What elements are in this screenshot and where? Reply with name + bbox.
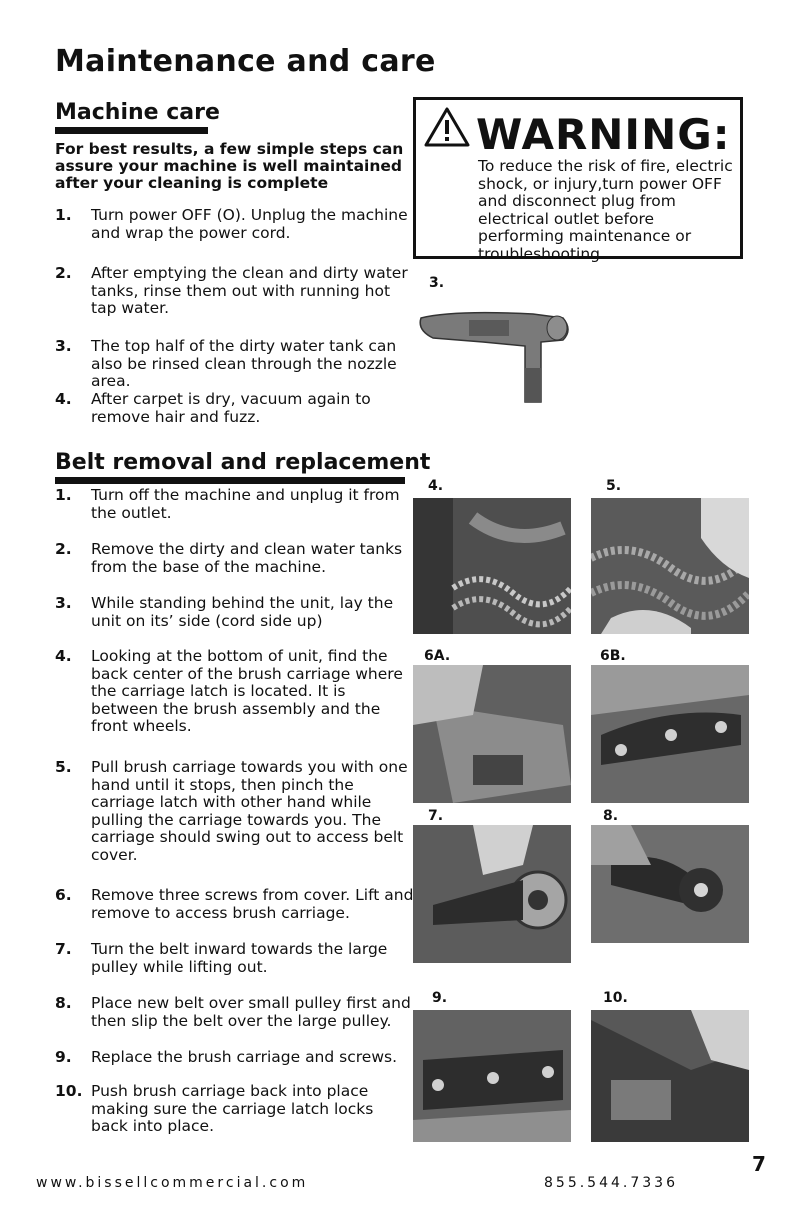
intro-text: For best results, a few simple steps can assure your machine is well maintained after your cleaning is complete (55, 140, 404, 192)
step-text: Turn off the machine and unplug it from the outlet. (91, 486, 400, 522)
photo-latch-lock (591, 1010, 749, 1142)
list-item (55, 1049, 415, 1067)
figure-label: 7. (428, 808, 444, 824)
photo-remove-belt (413, 825, 571, 963)
step-number: 2. (55, 264, 72, 282)
step-number: 9. (55, 1048, 72, 1066)
belt-heading: Belt removal and replacement (55, 450, 431, 475)
list-item (55, 487, 415, 522)
figure-label: 8. (603, 808, 619, 824)
list-item (55, 1083, 415, 1136)
step-number: 1. (55, 486, 72, 504)
step-number: 5. (55, 758, 72, 776)
step-text: After emptying the clean and dirty water tanks, rinse them out with running hot tap water. (91, 264, 408, 317)
photo-replace-carriage (413, 1010, 571, 1142)
photo-brush-roll (413, 498, 571, 634)
list-item (55, 338, 415, 391)
footer-phone: 855.544.7336 (544, 1175, 678, 1191)
list-item (55, 941, 415, 976)
photo-hands-brush (591, 498, 749, 634)
step-text: Replace the brush carriage and screws. (91, 1048, 397, 1066)
photo-carriage-latch (413, 665, 571, 803)
tank-illustration (413, 310, 573, 414)
step-number: 4. (55, 647, 72, 665)
list-item (55, 207, 415, 242)
warning-triangle-icon (424, 107, 470, 151)
heading-rule (55, 127, 208, 134)
step-number: 1. (55, 206, 72, 224)
step-number: 3. (55, 337, 72, 355)
step-text: Turn power OFF (O). Unplug the machine and wrap the power cord. (91, 206, 408, 242)
step-text: Remove three screws from cover. Lift and remove to access brush carriage. (91, 886, 414, 922)
step-number: 4. (55, 390, 72, 408)
figure-label: 5. (606, 478, 622, 494)
list-item (55, 887, 415, 922)
list-item (55, 265, 415, 318)
warning-text: To reduce the risk of fire, electric shock, or injury,turn power OFF and disconnect plug from electrical outlet before performing maintenance or troubleshooting. (478, 157, 733, 263)
figure-label: 6B. (600, 648, 626, 664)
step-text: After carpet is dry, vacuum again to remove hair and fuzz. (91, 390, 371, 426)
step-number: 2. (55, 540, 72, 558)
machine-care-heading: Machine care (55, 100, 220, 125)
step-number: 7. (55, 940, 72, 958)
list-item (55, 391, 415, 426)
step-text: Pull brush carriage towards you with one hand until it stops, then pinch the carriage latch with other hand while pulling the carriage towards you. The carriage should swing out to access belt cover. (91, 758, 408, 864)
step-text: Turn the belt inward towards the large pulley while lifting out. (91, 940, 388, 976)
figure-label: 10. (603, 990, 628, 1006)
figure-label: 3. (429, 275, 445, 291)
step-text: The top half of the dirty water tank can also be rinsed clean through the nozzle area. (91, 337, 397, 390)
list-item (55, 759, 415, 864)
figure-label: 9. (432, 990, 448, 1006)
figure-label: 6A. (424, 648, 451, 664)
list-item (55, 541, 415, 576)
photo-pulley-belt (591, 825, 749, 943)
warning-title: WARNING: (476, 110, 731, 159)
list-item (55, 648, 415, 736)
page-title: Maintenance and care (55, 44, 436, 79)
step-text: Place new belt over small pulley first and then slip the belt over the large pulley. (91, 994, 411, 1030)
step-text: Remove the dirty and clean water tanks from the base of the machine. (91, 540, 403, 576)
page-number: 7 (752, 1152, 766, 1176)
heading-rule (55, 477, 405, 484)
step-text: While standing behind the unit, lay the unit on its’ side (cord side up) (91, 594, 394, 630)
step-text: Push brush carriage back into place making sure the carriage latch locks back into place. (91, 1082, 374, 1135)
footer-url[interactable]: www.bissellcommercial.com (36, 1175, 309, 1191)
step-number: 10. (55, 1082, 83, 1100)
photo-belt-cover (591, 665, 749, 803)
step-text: Looking at the bottom of unit, find the back center of the brush carriage where the carriage latch is located. It is between the brush assembly and the front wheels. (91, 647, 403, 735)
list-item (55, 595, 415, 630)
step-number: 8. (55, 994, 72, 1012)
step-number: 6. (55, 886, 72, 904)
figure-label: 4. (428, 478, 444, 494)
step-number: 3. (55, 594, 72, 612)
list-item (55, 995, 415, 1030)
